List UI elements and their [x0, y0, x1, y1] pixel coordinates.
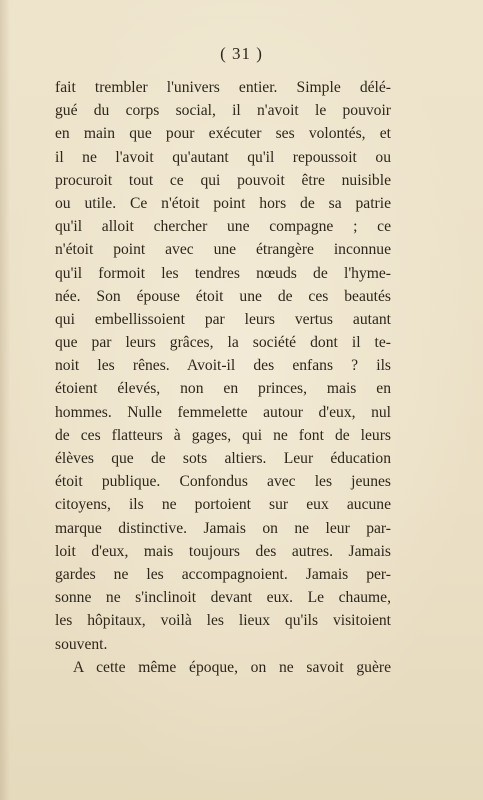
text-line: qu'il alloit chercher une compagne ; ce [55, 218, 391, 236]
text-line: qu'il formoit les tendres nœuds de l'hyme- [55, 264, 391, 282]
text-line: en main que pour exécuter ses volontés, et [55, 125, 391, 143]
page-edge-shadow [0, 0, 10, 800]
text-line: qui embellissoient par leurs vertus autant [55, 310, 391, 328]
page-number: ( 31 ) [220, 44, 263, 63]
text-line: hommes. Nulle femmelette autour d'eux, nul [55, 403, 391, 421]
body-text [55, 76, 391, 679]
text-line: noit les rênes. Avoit-il des enfans ? ils [55, 357, 391, 375]
text-line: étoit publique. Confondus avec les jeunes [55, 473, 391, 491]
text-line: fait trembler l'univers entier. Simple délé- [55, 79, 391, 96]
text-line: étoient élevés, non en princes, mais en [55, 380, 391, 398]
text-line: élèves que de sots altiers. Leur éducation [55, 450, 391, 467]
text-line: gué du corps social, il n'avoit le pouvoir [55, 102, 391, 120]
text-line-paragraph-start: A cette même époque, on ne savoit guère [73, 658, 391, 676]
text-line: les hôpitaux, voilà les lieux qu'ils visitoient [55, 612, 391, 630]
text-line: souvent. [55, 635, 108, 653]
text-line: née. Son épouse étoit une de ces beautés [55, 287, 391, 305]
text-line: procuroit tout ce qui pouvoit être nuisible [55, 171, 391, 189]
text-line: il ne l'avoit qu'autant qu'il repoussoit ou [55, 148, 391, 166]
text-line: citoyens, ils ne portoient sur eux aucune [55, 496, 391, 514]
text-line: loit d'eux, mais toujours des autres. Jamais [55, 542, 391, 560]
text-line: gardes ne les accompagnoient. Jamais per- [55, 565, 391, 583]
text-line: ou utile. Ce n'étoit point hors de sa patrie [55, 194, 391, 212]
text-line: que par leurs grâces, la société dont il te- [55, 334, 391, 352]
text-line: de ces flatteurs à gages, qui ne font de leurs [55, 426, 391, 444]
text-line: n'étoit point avec une étrangère inconnue [55, 241, 391, 259]
text-line: marque distinctive. Jamais on ne leur par- [55, 519, 391, 537]
text-line: sonne ne s'inclinoit devant eux. Le chaume, [55, 589, 391, 607]
